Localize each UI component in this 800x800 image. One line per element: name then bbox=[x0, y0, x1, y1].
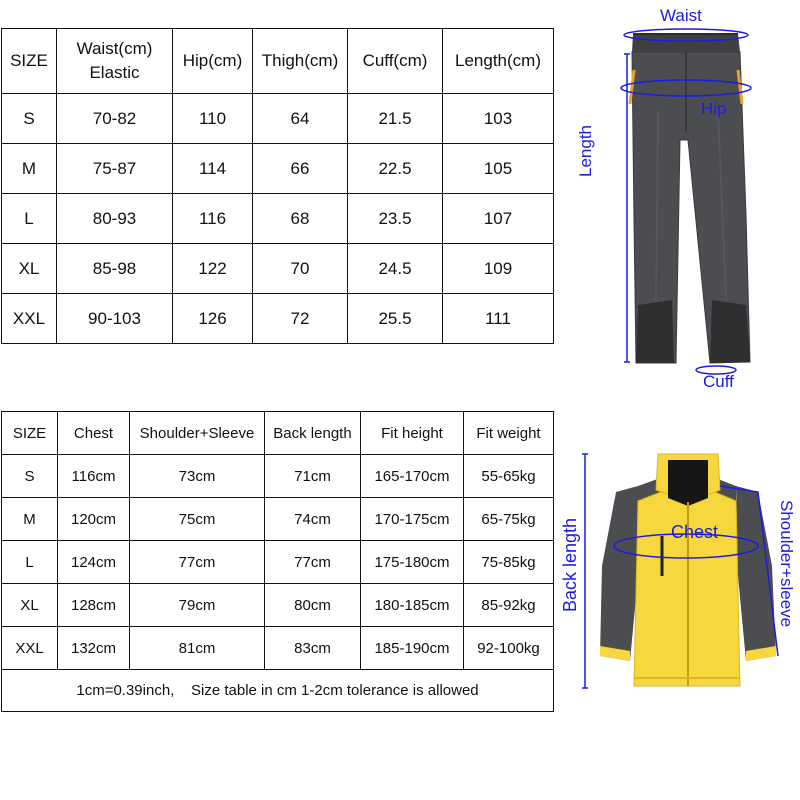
pants-illustration bbox=[600, 20, 800, 390]
header-thigh: Thigh(cm) bbox=[253, 29, 348, 94]
length-cell: 109 bbox=[443, 244, 554, 294]
shoulder-sleeve-cell: 79cm bbox=[130, 584, 265, 627]
cuff-cell: 22.5 bbox=[348, 144, 443, 194]
thigh-cell: 70 bbox=[253, 244, 348, 294]
waist-cell: 85-98 bbox=[57, 244, 173, 294]
chest-label: Chest bbox=[671, 522, 719, 542]
back-length-cell: 77cm bbox=[265, 541, 361, 584]
fit-weight-cell: 65-75kg bbox=[464, 498, 554, 541]
pants-size-table bbox=[1, 28, 554, 344]
hip-cell: 110 bbox=[173, 94, 253, 144]
hip-cell: 114 bbox=[173, 144, 253, 194]
cuff-cell: 23.5 bbox=[348, 194, 443, 244]
table-row bbox=[2, 244, 554, 294]
size-cell: L bbox=[2, 194, 57, 244]
chest-cell: 132cm bbox=[58, 627, 130, 670]
jacket-size-table bbox=[1, 411, 554, 712]
thigh-cell: 72 bbox=[253, 294, 348, 344]
back-length-cell: 80cm bbox=[265, 584, 361, 627]
header-cuff: Cuff(cm) bbox=[348, 29, 443, 94]
size-cell: S bbox=[2, 455, 58, 498]
cuff-label: Cuff bbox=[703, 372, 734, 391]
table-row bbox=[2, 498, 554, 541]
chest-cell: 124cm bbox=[58, 541, 130, 584]
header-waist-sublabel: Elastic bbox=[89, 63, 140, 82]
fit-height-cell: 180-185cm bbox=[361, 584, 464, 627]
length-cell: 105 bbox=[443, 144, 554, 194]
cuff-cell: 25.5 bbox=[348, 294, 443, 344]
back-length-cell: 83cm bbox=[265, 627, 361, 670]
jacket-illustration bbox=[580, 446, 800, 696]
fit-height-cell: 175-180cm bbox=[361, 541, 464, 584]
table-row bbox=[2, 144, 554, 194]
waist-cell: 70-82 bbox=[57, 94, 173, 144]
waist-cell: 80-93 bbox=[57, 194, 173, 244]
size-cell: XL bbox=[2, 244, 57, 294]
header-shoulder-sleeve: Shoulder+Sleeve bbox=[130, 412, 265, 455]
fit-weight-cell: 75-85kg bbox=[464, 541, 554, 584]
chest-cell: 116cm bbox=[58, 455, 130, 498]
size-cell: XL bbox=[2, 584, 58, 627]
jacket-header-row bbox=[2, 412, 554, 455]
thigh-cell: 68 bbox=[253, 194, 348, 244]
fit-weight-cell: 85-92kg bbox=[464, 584, 554, 627]
fit-height-cell: 185-190cm bbox=[361, 627, 464, 670]
waist-cell: 90-103 bbox=[57, 294, 173, 344]
length-label: Length bbox=[576, 125, 595, 177]
header-waist-label: Waist(cm) bbox=[76, 39, 153, 58]
header-waist bbox=[57, 29, 173, 94]
fit-height-cell: 165-170cm bbox=[361, 455, 464, 498]
header-size: SIZE bbox=[2, 412, 58, 455]
fit-weight-cell: 55-65kg bbox=[464, 455, 554, 498]
table-row bbox=[2, 194, 554, 244]
waist-label: Waist bbox=[660, 6, 702, 25]
table-row bbox=[2, 455, 554, 498]
back-length-cell: 74cm bbox=[265, 498, 361, 541]
shoulder-sleeve-label: Shoulder+sleeve bbox=[777, 500, 796, 628]
header-hip: Hip(cm) bbox=[173, 29, 253, 94]
header-length: Length(cm) bbox=[443, 29, 554, 94]
length-cell: 111 bbox=[443, 294, 554, 344]
table-row bbox=[2, 94, 554, 144]
hip-cell: 122 bbox=[173, 244, 253, 294]
length-cell: 107 bbox=[443, 194, 554, 244]
cuff-cell: 24.5 bbox=[348, 244, 443, 294]
thigh-cell: 66 bbox=[253, 144, 348, 194]
header-fit-height: Fit height bbox=[361, 412, 464, 455]
pants-header-row bbox=[2, 29, 554, 94]
table-row bbox=[2, 627, 554, 670]
size-cell: M bbox=[2, 498, 58, 541]
tolerance-note: 1cm=0.39inch, Size table in cm 1-2cm tolerance is allowed bbox=[2, 670, 554, 712]
back-length-cell: 71cm bbox=[265, 455, 361, 498]
cuff-cell: 21.5 bbox=[348, 94, 443, 144]
thigh-cell: 64 bbox=[253, 94, 348, 144]
back-length-label: Back length bbox=[560, 517, 580, 612]
table-row bbox=[2, 541, 554, 584]
shoulder-sleeve-cell: 73cm bbox=[130, 455, 265, 498]
header-fit-weight: Fit weight bbox=[464, 412, 554, 455]
size-cell: XXL bbox=[2, 294, 57, 344]
shoulder-sleeve-cell: 75cm bbox=[130, 498, 265, 541]
table-row bbox=[2, 584, 554, 627]
hip-cell: 126 bbox=[173, 294, 253, 344]
fit-height-cell: 170-175cm bbox=[361, 498, 464, 541]
fit-weight-cell: 92-100kg bbox=[464, 627, 554, 670]
chest-cell: 128cm bbox=[58, 584, 130, 627]
size-cell: M bbox=[2, 144, 57, 194]
size-cell: XXL bbox=[2, 627, 58, 670]
shoulder-sleeve-cell: 77cm bbox=[130, 541, 265, 584]
hip-cell: 116 bbox=[173, 194, 253, 244]
header-chest: Chest bbox=[58, 412, 130, 455]
chest-cell: 120cm bbox=[58, 498, 130, 541]
waist-cell: 75-87 bbox=[57, 144, 173, 194]
size-cell: L bbox=[2, 541, 58, 584]
header-back-length: Back length bbox=[265, 412, 361, 455]
header-size: SIZE bbox=[2, 29, 57, 94]
table-row bbox=[2, 294, 554, 344]
size-cell: S bbox=[2, 94, 57, 144]
shoulder-sleeve-cell: 81cm bbox=[130, 627, 265, 670]
length-cell: 103 bbox=[443, 94, 554, 144]
table-note-row bbox=[2, 670, 554, 712]
hip-label: Hip bbox=[701, 99, 727, 118]
